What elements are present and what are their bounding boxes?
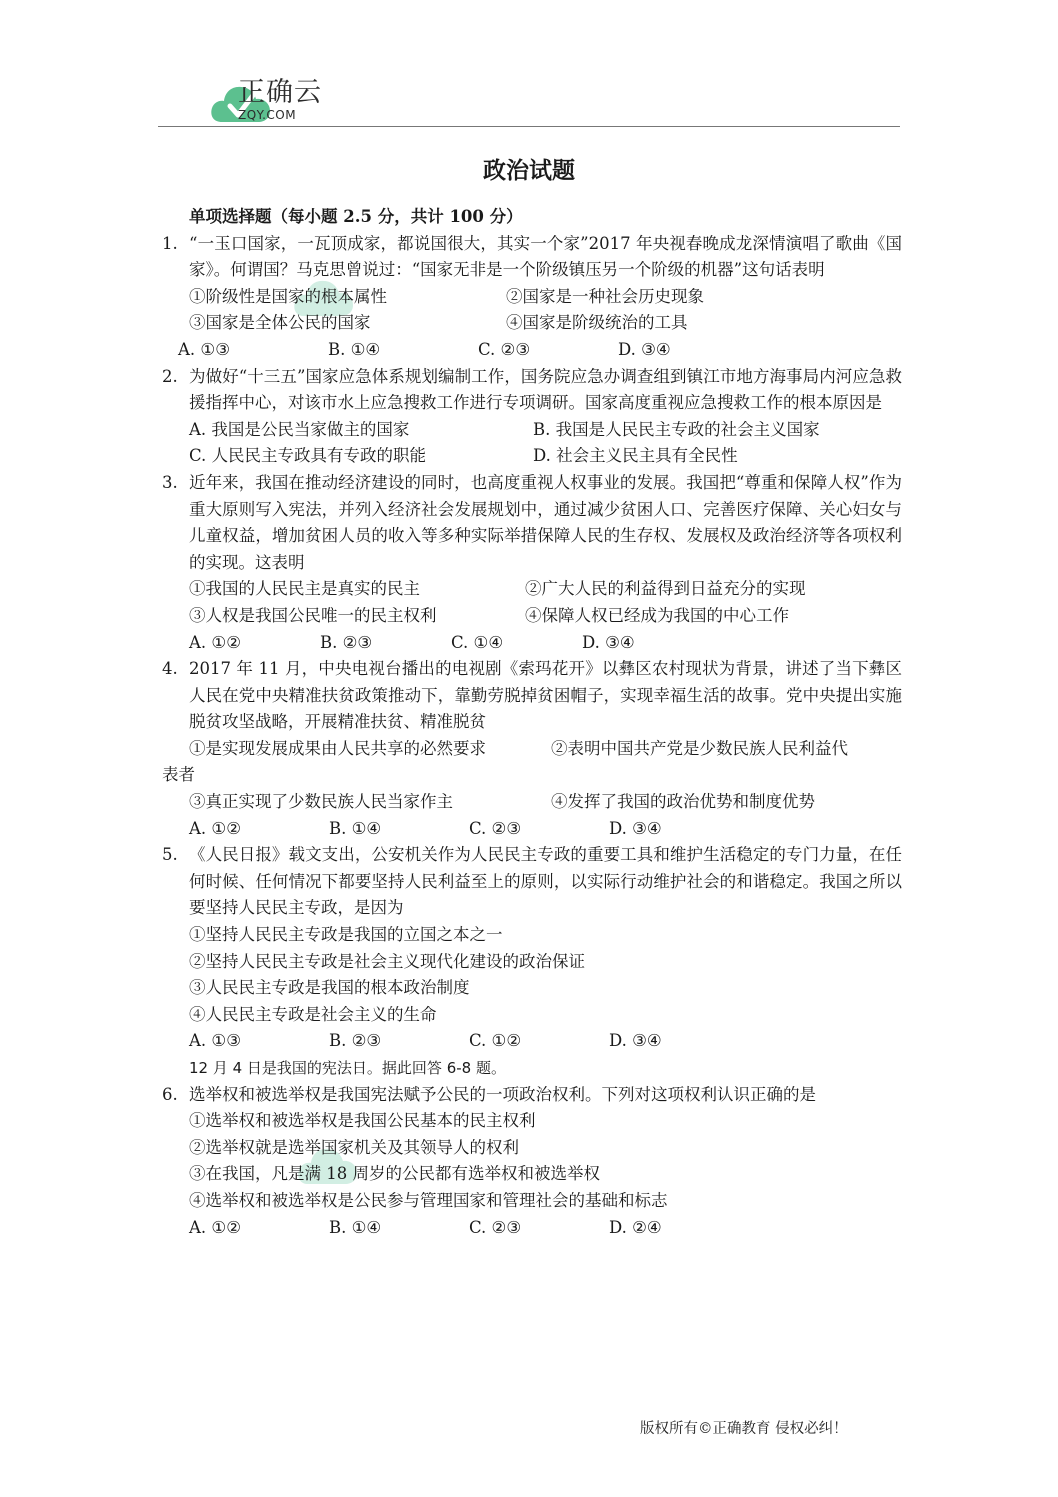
question-4: [162, 656, 902, 736]
choice-d: D. ③④: [609, 818, 662, 838]
choice-c: C. ①②: [469, 1031, 522, 1051]
question-number: 4.: [162, 659, 178, 679]
choice-a: A. ①③: [178, 339, 230, 359]
exam-content: [162, 204, 902, 1241]
choice-a: A. ①②: [189, 632, 241, 652]
choice-b: B. ②③: [329, 1031, 382, 1051]
statement-row: [162, 789, 902, 816]
statement: ①选举权和被选举权是我国公民基本的民主权利: [189, 1111, 536, 1131]
question-stem: 选举权和被选举权是我国宪法赋予公民的一项政治权利。下列对这项权利认识正确的是: [189, 1084, 816, 1104]
statement-wrap: 表者: [162, 765, 195, 785]
answer-choices: [162, 1215, 902, 1242]
question-number: 2.: [162, 366, 178, 386]
question-stem: 为做好“十三五”国家应急体系规划编制工作，国务院应急办调查组到镇江市地方海事局内河应急救援指挥中心，对该市水上应急搜救工作进行专项调研。国家高度重视应急搜救工作的根本原因是: [189, 366, 902, 413]
choice-b: B. ①④: [328, 339, 381, 359]
statement: ①阶级性是国家的根本属性: [189, 286, 387, 306]
statement: ①我国的人民民主是真实的民主: [189, 579, 420, 599]
answer-choices: [162, 443, 902, 470]
question-stem: 2017 年 11 月，中央电视台播出的电视剧《索玛花开》以彝区农村现状为背景，讲述了当下彝区人民在党中央精准扶贫政策推动下，靠勤劳脱掉贫困帽子，实现幸福生活的故事。党中央提出实施脱贫攻坚战略，开展精准扶贫、精准脱贫: [189, 659, 902, 732]
statement: ②坚持人民民主专政是社会主义现代化建设的政治保证: [189, 951, 585, 971]
statement-row: [162, 736, 902, 763]
statement: ④保障人权已经成为我国的中心工作: [525, 605, 789, 625]
choice-c: C. ②③: [478, 339, 531, 359]
statement: ③人权是我国公民唯一的民主权利: [189, 605, 437, 625]
answer-choices: [162, 630, 902, 657]
section-heading: 单项选择题（每小题 2.5 分，共计 100 分）: [189, 207, 523, 226]
question-2: [162, 364, 902, 417]
logo-domain: ZQY.COM: [238, 108, 297, 122]
statement: ④国家是阶级统治的工具: [506, 313, 688, 333]
choice-b: B. ②③: [320, 632, 373, 652]
question-3: [162, 470, 902, 576]
statement-row: [162, 284, 902, 311]
question-1: [162, 231, 902, 284]
statement: ②国家是一种社会历史现象: [506, 286, 704, 306]
question-stem: 《人民日报》载文支出，公安机关作为人民民主专政的重要工具和维护生活稳定的专门力量，在任何时候、任何情况下都要坚持人民利益至上的原则，以实际行动维护社会的和谐稳定。我国之所以要坚持人民民主专政，是因为: [189, 845, 902, 918]
choice-d: D. 社会主义民主具有全民性: [533, 446, 738, 466]
statement: ②广大人民的利益得到日益充分的实现: [525, 579, 806, 599]
answer-choices: [162, 816, 902, 843]
statement: ④选举权和被选举权是公民参与管理国家和管理社会的基础和标志: [189, 1190, 668, 1210]
statement: ②表明中国共产党是少数民族人民利益代: [551, 738, 848, 758]
choice-d: D. ③④: [618, 339, 671, 359]
choice-d: D. ③④: [582, 632, 635, 652]
answer-choices: [162, 1028, 902, 1055]
statement: ④人民民主专政是社会主义的生命: [189, 1004, 437, 1024]
logo-wordmark: [238, 78, 322, 122]
statement-row: [162, 310, 902, 337]
page-title: 政治试题: [483, 157, 575, 184]
answer-choices: [162, 337, 902, 364]
choice-a: A. 我国是公民当家做主的国家: [189, 419, 410, 439]
header-divider: [158, 126, 900, 127]
instruction-note: 12 月 4 日是我国的宪法日。据此回答 6-8 题。: [189, 1059, 506, 1077]
choice-c: C. ②③: [469, 818, 522, 838]
question-number: 3.: [162, 472, 178, 492]
statement: ③真正实现了少数民族人民当家作主: [189, 792, 453, 812]
question-number: 6.: [162, 1084, 178, 1104]
question-stem: 近年来，我国在推动经济建设的同时，也高度重视人权事业的发展。我国把“尊重和保障人权”作为重大原则写入宪法，并列入经济社会发展规划中，通过减少贫困人口、完善医疗保障、关心妇女与儿童权益，增加贫困人员的收入等多种实际举措保障人民的生存权、发展权及政治经济等各项权利的实现。这表明: [189, 472, 902, 572]
choice-d: D. ②④: [609, 1217, 662, 1237]
choice-a: A. ①②: [189, 1217, 241, 1237]
question-number: 5.: [162, 845, 178, 865]
choice-b: B. 我国是人民民主专政的社会主义国家: [533, 419, 820, 439]
choice-a: A. ①③: [189, 1031, 241, 1051]
statement-row: [162, 603, 902, 630]
answer-choices: [162, 417, 902, 444]
choice-c: C. 人民民主专政具有专政的职能: [189, 446, 427, 466]
choice-c: C. ①④: [451, 632, 504, 652]
statement: ①坚持人民民主专政是我国的立国之本之一: [189, 925, 503, 945]
choice-b: B. ①④: [329, 818, 382, 838]
choice-b: B. ①④: [329, 1217, 382, 1237]
statement: ②选举权就是选举国家机关及其领导人的权利: [189, 1137, 519, 1157]
choice-d: D. ③④: [609, 1031, 662, 1051]
statement: ④发挥了我国的政治优势和制度优势: [551, 792, 815, 812]
logo-chinese-name: 正确云: [238, 77, 322, 108]
copyright-footer: 版权所有©正确教育 侵权必纠！: [640, 1421, 848, 1437]
question-number: 1.: [162, 233, 178, 253]
question-stem: “一玉口国家，一瓦顶成家，都说国很大，其实一个家”2017 年央视春晚成龙深情演唱了歌曲《国家》。何谓国？马克思曾说过：“国家无非是一个阶级镇压另一个阶级的机器”这句话表明: [189, 233, 902, 280]
choice-c: C. ②③: [469, 1217, 522, 1237]
statement: ③人民民主专政是我国的根本政治制度: [189, 978, 470, 998]
question-5: [162, 842, 902, 922]
question-6: [162, 1082, 902, 1109]
choice-a: A. ①②: [189, 818, 241, 838]
statement: ①是实现发展成果由人民共享的必然要求: [189, 738, 486, 758]
statement-row: [162, 576, 902, 603]
statement: ③在我国，凡是满 18 周岁的公民都有选举权和被选举权: [189, 1164, 600, 1184]
statement: ③国家是全体公民的国家: [189, 313, 371, 333]
